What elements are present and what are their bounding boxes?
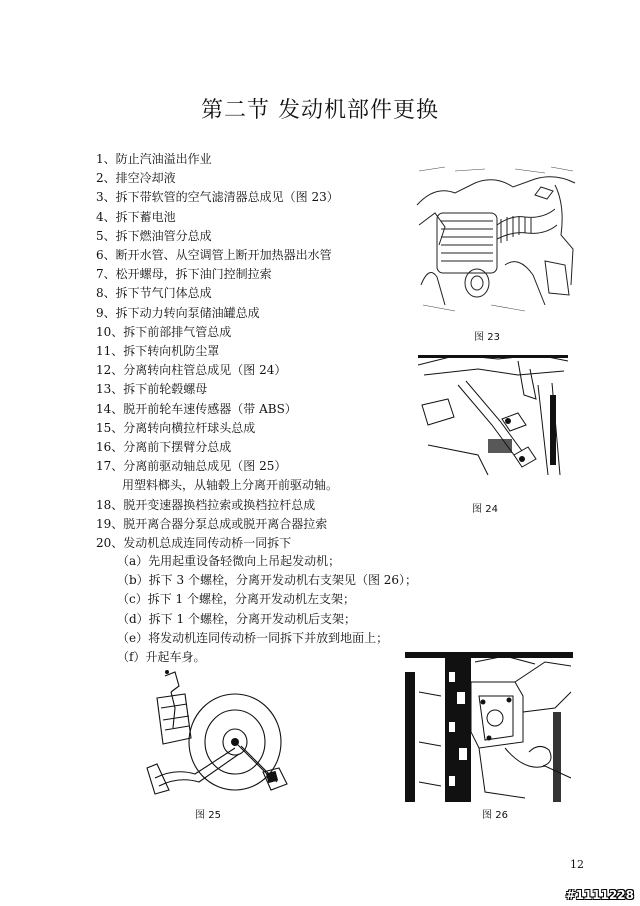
step-item: 15、分离转向横拉杆球头总成 — [96, 420, 256, 435]
watermark: #1111228 — [565, 888, 634, 902]
substep-list — [117, 552, 417, 667]
step-item: 11、拆下转向机防尘罩 — [96, 344, 220, 359]
step-item: 3、拆下带软管的空气滤清器总成见（图 23） — [96, 190, 339, 205]
step-item: 12、分离转向柱管总成见（图 24） — [96, 363, 287, 378]
figure-26-engine-bracket — [405, 652, 573, 802]
step-item: 18、脱开变速器换档拉索或换档拉杆总成 — [96, 497, 316, 512]
figure-23-air-filter — [415, 165, 577, 315]
figure-23-caption: 图 23 — [474, 332, 500, 343]
substep-item: （c）拆下 1 个螺栓，分离开发动机左支架； — [117, 592, 355, 607]
substep-item: （a）先用起重设备轻微向上吊起发动机； — [117, 554, 341, 568]
substep-item: （e）将发动机连同传动桥一同拆下并放到地面上； — [117, 630, 389, 645]
air-filter-illustration — [415, 165, 577, 315]
step-item: 13、拆下前轮毂螺母 — [96, 382, 208, 397]
step-item: 2、排空冷却液 — [96, 171, 176, 186]
step-item: 5、拆下燃油管分总成 — [96, 228, 212, 243]
step-item: 14、脱开前轮车速传感器（带 ABS） — [96, 401, 297, 416]
substep-item: （b）拆下 3 个螺栓，分离开发动机右支架见（图 26）； — [117, 573, 418, 588]
figure-25-drive-shaft — [145, 668, 295, 796]
step-item: 17、分离前驱动轴总成见（图 25） — [96, 459, 287, 474]
step-item: 6、断开水管、从空调管上断开加热器出水管 — [96, 248, 332, 263]
step-note: 用塑料榔头，从轴毂上分离开前驱动轴。 — [122, 478, 339, 493]
substep-item: （d）拆下 1 个螺栓，分离开发动机后支架； — [117, 611, 356, 626]
substep-item: （f）升起车身。 — [117, 650, 206, 665]
figure-26-caption: 图 26 — [482, 810, 508, 821]
page-title: 第二节 发动机部件更换 — [201, 98, 439, 123]
drive-shaft-illustration — [145, 668, 295, 796]
step-item: 16、分离前下摆臂分总成 — [96, 440, 232, 455]
step-item: 19、脱开离合器分泵总成或脱开离合器拉索 — [96, 516, 328, 531]
step-item: 1、防止汽油溢出作业 — [96, 152, 212, 166]
engine-bracket-illustration — [405, 652, 573, 802]
step-item: 10、拆下前部排气管总成 — [96, 324, 232, 339]
page-number: 12 — [570, 858, 584, 871]
step-item: 20、发动机总成连同传动桥一同拆下 — [96, 536, 292, 551]
step-item: 7、松开螺母，拆下油门控制拉索 — [96, 267, 272, 282]
figure-24-steering-column — [418, 355, 568, 480]
figure-24-caption: 图 24 — [472, 504, 498, 515]
step-list — [96, 150, 426, 553]
step-item: 8、拆下节气门体总成 — [96, 286, 212, 301]
step-item: 4、拆下蓄电池 — [96, 209, 176, 224]
figure-25-caption: 图 25 — [195, 810, 221, 821]
steering-column-illustration — [418, 355, 568, 480]
step-item: 9、拆下动力转向泵储油罐总成 — [96, 305, 260, 320]
